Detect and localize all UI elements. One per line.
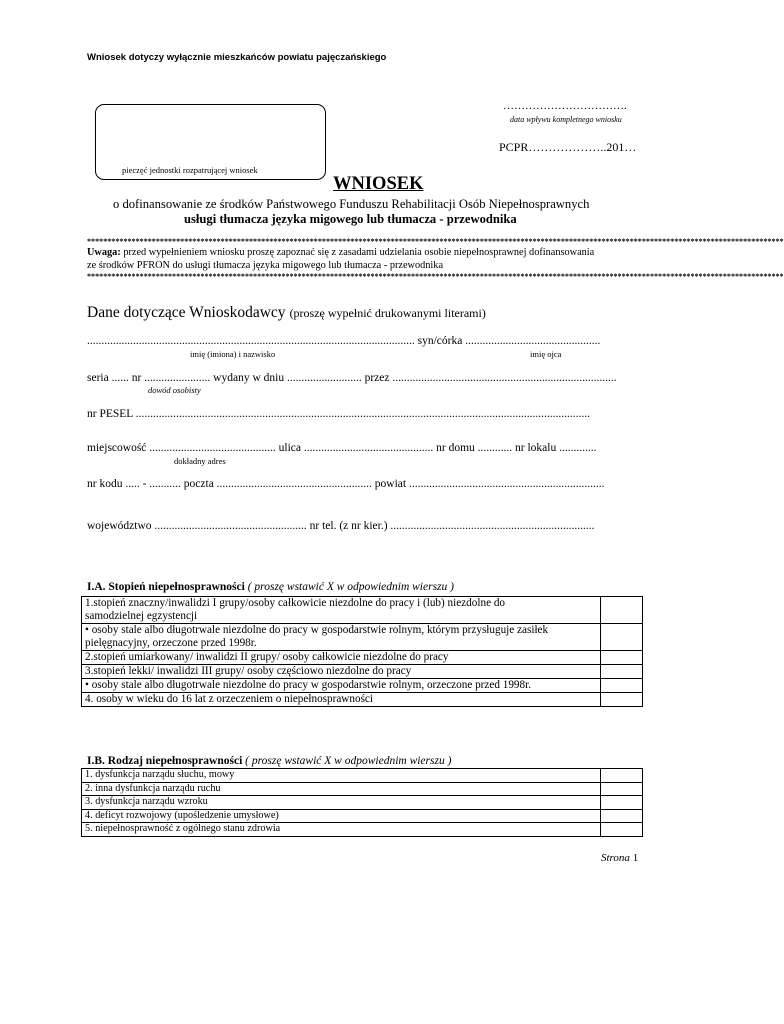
option-label: 3. dysfunkcja narządu wzroku [82,796,601,810]
table-row [82,693,643,707]
section-ib-heading [87,755,451,767]
checkbox-cell[interactable] [601,651,643,665]
option-label: 2. inna dysfunkcja narządu ruchu [82,782,601,796]
applicant-heading [87,304,486,322]
checkbox-cell[interactable] [601,782,643,796]
table-row [82,624,643,651]
disability-type-table [81,768,643,837]
section-ia-note: ( proszę wstawić X w odpowiednim wierszu ) [244,581,454,593]
table-row [82,679,643,693]
table-row [82,796,643,810]
section-ib-title: I.B. Rodzaj niepełnosprawności [87,755,243,767]
table-row [82,665,643,679]
table-row [82,809,643,823]
label-father-name: imię ojca [530,349,562,359]
checkbox-cell[interactable] [601,665,643,679]
checkbox-cell[interactable] [601,769,643,783]
residency-note: Wniosek dotyczy wyłącznie mieszkańców powiatu pajęczańskiego [87,52,387,63]
disability-degree-table [81,596,643,707]
applicant-heading-title: Dane dotyczące Wnioskodawcy [87,304,286,321]
notice-label: Uwaga: [87,247,121,258]
section-ia-heading [87,581,454,593]
field-id-document[interactable]: seria ...... nr ....................... wydany w dniu .......................... przez .............................................................................. [87,372,617,384]
pcpr-number: PCPR………………..201… [499,140,637,154]
checkbox-cell[interactable] [601,679,643,693]
page-number-value: 1 [632,852,639,864]
form-title: WNIOSEK [333,174,424,194]
date-dots: ……………………………. [503,100,627,112]
checkbox-cell[interactable] [601,597,643,624]
page-number [601,852,638,864]
table-row [82,823,643,837]
option-label: 3.stopień lekki/ inwalidzi III grupy/ osoby częściowo niezdolne do pracy [82,665,601,679]
field-name-father[interactable]: .................................................................................................................. syn/córka ............................................... [87,335,601,347]
table-row [82,597,643,624]
notice-line2: ze środków PFRON do usługi tłumacza języka migowego lub tłumacza - przewodnika [87,260,444,271]
section-ia-title: . Stopień niepełnosprawności [102,581,245,593]
page-label: Strona [601,852,630,864]
date-label: data wpływu kompletnego wniosku [510,115,622,124]
field-address[interactable]: miejscowość ............................................ ulica ............................................. nr domu ............ nr lokalu ............. [87,442,597,454]
table-row [82,769,643,783]
notice-line1 [87,247,594,258]
option-label: 5. niepełnosprawność z ogólnego stanu zdrowia [82,823,601,837]
field-voivodeship-phone[interactable]: województwo ..................................................... nr tel. (z nr kier.) ....................................................................... [87,520,595,532]
separator-stars-top: **************************************************************************************************************************************************************************** [87,237,784,246]
form-subtitle: o dofinansowanie ze środków Państwowego Funduszu Rehabilitacji Osób Niepełnosprawnych [113,197,590,211]
option-label: 1.stopień znaczny/inwalidzi I grupy/osoby całkowicie niezdolne do pracy i (lub) niezdolne do samodzielnej egzystencji [82,597,601,624]
checkbox-cell[interactable] [601,796,643,810]
stamp-label: pieczęć jednostki rozpatrującej wniosek [122,165,258,175]
table-row [82,651,643,665]
label-full-name: imię (imiona) i nazwisko [190,349,276,359]
label-exact-address: dokładny adres [174,456,226,466]
applicant-heading-note: (proszę wypełnić drukowanymi literami) [289,306,486,320]
option-label: • osoby stale albo długotrwale niezdolne do pracy w gospodarstwie rolnym, orzeczone przed 1998r. [82,679,601,693]
label-id-card: dowód osobisty [148,385,201,395]
checkbox-cell[interactable] [601,823,643,837]
separator-stars-bottom: **************************************************************************************************************************************************************************** [87,272,784,281]
table-row [82,782,643,796]
section-ib-note: ( proszę wstawić X w odpowiednim wierszu ) [242,755,452,767]
field-pesel[interactable]: nr PESEL .............................................................................................................................................................. [87,408,591,420]
notice-text1: przed wypełnieniem wniosku proszę zapoznać się z zasadami udzielania osobie niepełnosprawnej dofinansowania [120,247,595,258]
option-label: • osoby stale albo długotrwale niezdolne do pracy w gospodarstwie rolnym, którym przysługuje zasiłek pielęgnacyjny, orzeczone przed 1998r. [82,624,601,651]
section-ia-label: I.A [87,581,103,593]
option-label: 4. osoby w wieku do 16 lat z orzeczeniem o niepełnosprawności [82,693,601,707]
option-label: 1. dysfunkcja narządu słuchu, mowy [82,769,601,783]
form-subject: usługi tłumacza języka migowego lub tłumacza - przewodnika [184,212,517,226]
checkbox-cell[interactable] [601,809,643,823]
option-label: 2.stopień umiarkowany/ inwalidzi II grupy/ osoby całkowicie niezdolne do pracy [82,651,601,665]
field-postal[interactable]: nr kodu ..... - ........... poczta ...................................................... powiat .................................................................... [87,478,605,490]
checkbox-cell[interactable] [601,624,643,651]
option-label: 4. deficyt rozwojowy (upośledzenie umysłowe) [82,809,601,823]
checkbox-cell[interactable] [601,693,643,707]
